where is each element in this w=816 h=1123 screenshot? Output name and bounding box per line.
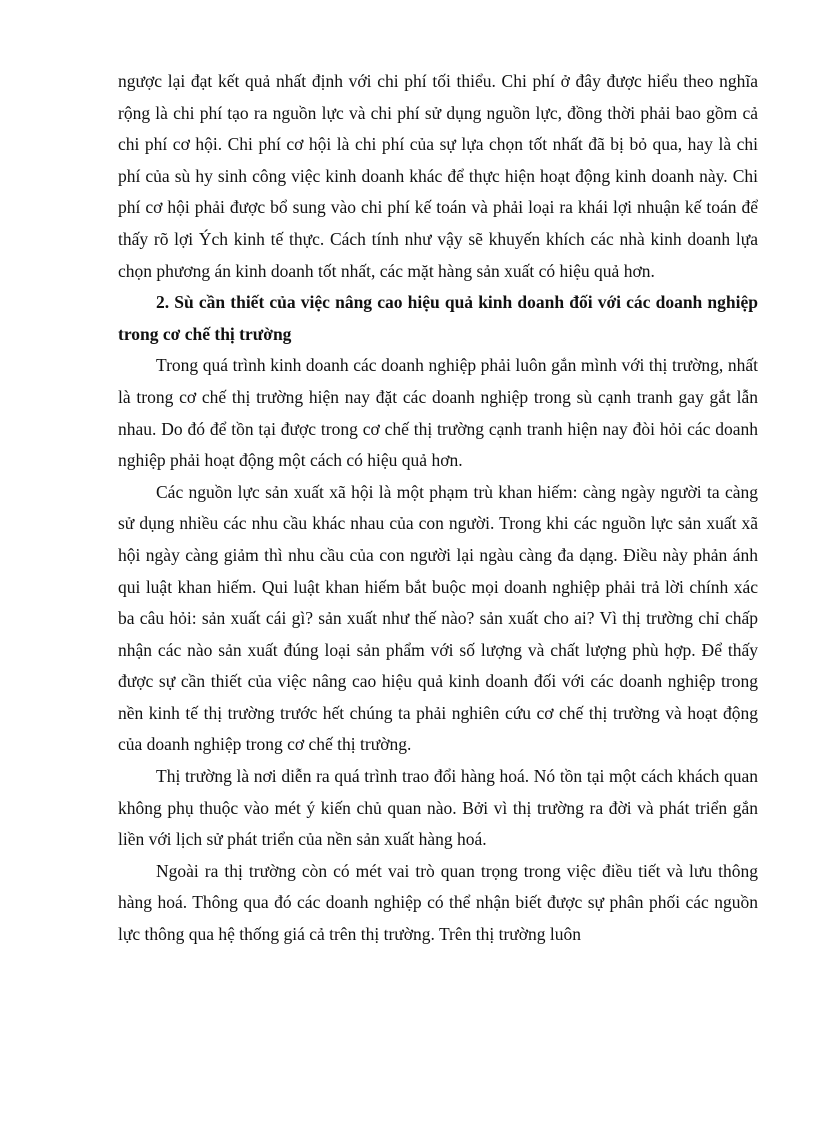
paragraph-opportunity-cost: ngược lại đạt kết quả nhất định với chi phí tối thiểu. Chi phí ở đây được hiểu theo nghĩa rộng là chi phí tạo ra nguồn lực và chi phí sử dụng nguồn lực, đồng thời phải bao gồm cả chi phí cơ hội. Chi phí cơ hội là chi phí của sự lựa chọn tốt nhất đã bị bỏ qua, hay là chi phí của sù hy sinh công việc kinh doanh khác để thực hiện hoạt động kinh doanh này. Chi phí cơ hội phải được bổ sung vào chi phí kế toán và phải loại ra khái lợi nhuận kế toán để thấy rõ lợi Ých kinh tế thực. Cách tính như vậy sẽ khuyến khích các nhà kinh doanh lựa chọn phương án kinh doanh tốt nhất, các mặt hàng sản xuất có hiệu quả hơn.	[118, 71, 758, 281]
paragraph-market-definition: Thị trường là nơi diễn ra quá trình trao đổi hàng hoá. Nó tồn tại một cách khách quan không phụ thuộc vào mét ý kiến chủ quan nào. Bởi vì thị trường ra đời và phát triển gắn liền với lịch sử phát triển của nền sản xuất hàng hoá.	[118, 766, 758, 850]
paragraph-market-role: Ngoài ra thị trường còn có mét vai trò quan trọng trong việc điều tiết và lưu thông hàng hoá. Thông qua đó các doanh nghiệp có thể nhận biết được sự phân phối các nguồn lực thông qua hệ thống giá cả trên thị trường. Trên thị trường luôn	[118, 860, 758, 945]
paragraph-competition: Trong quá trình kinh doanh các doanh nghiệp phải luôn gắn mình với thị trường, nhất là trong cơ chế thị trường hiện nay đặt các doanh nghiệp trong sù cạnh tranh gay gắt lẫn nhau. Do đó để tồn tại được trong cơ chế thị trường cạnh tranh hiện nay đòi hỏi các doanh nghiệp phải hoạt động một cách có hiệu quả hơn.	[118, 355, 758, 471]
section-heading: 2. Sù cần thiết của việc nâng cao hiệu quả kinh doanh đối với các doanh nghiệp trong cơ chế thị trường	[118, 292, 758, 344]
document-page	[118, 66, 758, 951]
paragraph-scarcity: Các nguồn lực sản xuất xã hội là một phạm trù khan hiếm: càng ngày người ta càng sử dụng nhiều các nhu cầu khác nhau của con người. Trong khi các nguồn lực sản xuất xã hội ngày càng giảm thì nhu cầu của con người lại ngàu càng đa dạng. Điều này phản ánh qui luật khan hiếm. Qui luật khan hiếm bắt buộc mọi doanh nghiệp phải trả lời chính xác ba câu hỏi: sản xuất cái gì? sản xuất như thế nào? sản xuất cho ai? Vì thị trường chỉ chấp nhận các nào sản xuất đúng loại sản phẩm với số lượng và chất lượng phù hợp. Để thấy được sự cần thiết của việc nâng cao hiệu quả kinh doanh đối với các doanh nghiệp trong nền kinh tế thị trường trước hết chúng ta phải nghiên cứu cơ chế thị trường và hoạt động của doanh nghiệp trong cơ chế thị trường.	[118, 481, 758, 755]
